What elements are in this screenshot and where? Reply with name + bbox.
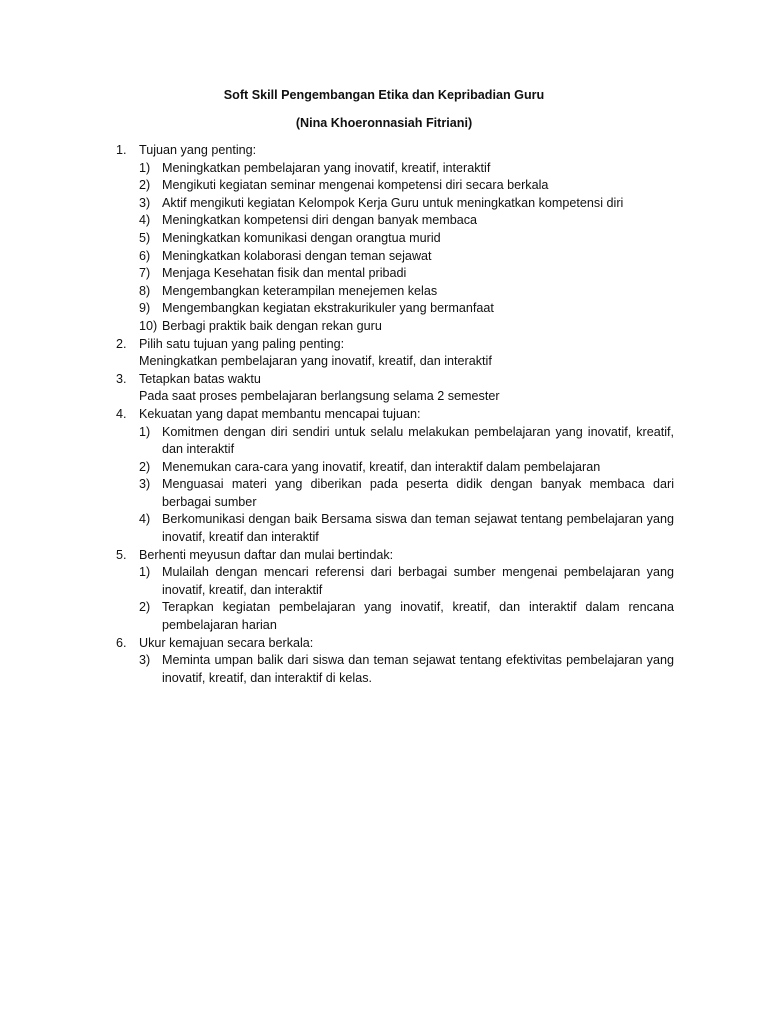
list-item (139, 459, 674, 477)
list-item (139, 177, 674, 195)
list-item (139, 652, 674, 687)
list-item-text: Mengikuti kegiatan seminar mengenai kompetensi diri secara berkala (162, 178, 549, 193)
section-number: 1. (116, 143, 127, 157)
list-item (139, 476, 674, 511)
list-item-number: 6) (139, 248, 151, 263)
list-item-number: 3) (139, 477, 151, 492)
list-item-number: 8) (139, 283, 151, 298)
list-item-number: 7) (139, 266, 151, 281)
list-item-text: Terapkan kegiatan pembelajaran yang inovatif, kreatif, dan interaktif dalam rencana pembelajaran harian (162, 600, 674, 633)
list-item (139, 230, 674, 248)
list-item (139, 248, 674, 266)
list-item-text: Aktif mengikuti kegiatan Kelompok Kerja Guru untuk meningkatkan kompetensi diri (162, 195, 624, 210)
list-item-number: 4) (139, 213, 151, 228)
list-item-text: Berkomunikasi dengan baik Bersama siswa dan teman sejawat tentang pembelajaran yang inovatif, kreatif dan interaktif (162, 512, 674, 545)
list-item-number: 2) (139, 178, 151, 193)
list-item-text: Menemukan cara-cara yang inovatif, kreatif, dan interaktif dalam pembelajaran (162, 459, 601, 474)
section-note: Meningkatkan pembelajaran yang inovatif, kreatif, dan interaktif (139, 354, 492, 369)
list-item (139, 160, 674, 178)
list-item-number: 4) (139, 512, 151, 527)
section-heading: Ukur kemajuan secara berkala: (139, 635, 314, 650)
list-item-number: 5) (139, 230, 151, 245)
list-item-text: Berbagi praktik baik dengan rekan guru (162, 318, 382, 333)
list-item-number: 2) (139, 459, 151, 474)
section-note: Pada saat proses pembelajaran berlangsung selama 2 semester (139, 389, 500, 404)
list-item-text: Meminta umpan balik dari siswa dan teman sejawat tentang efektivitas pembelajaran yang inovatif, kreatif, dan interaktif di kelas. (162, 653, 674, 685)
list-item-text: Mulailah dengan mencari referensi dari berbagai sumber mengenai pembelajaran yang inovatif, kreatif, dan interaktif (162, 565, 674, 597)
list-item (139, 300, 674, 318)
section-item (116, 336, 674, 371)
section-number: 5. (116, 547, 127, 562)
section-item (116, 142, 674, 336)
section-number: 6. (116, 635, 127, 650)
list-item-number: 3) (139, 653, 151, 668)
list-item (139, 195, 674, 213)
list-item-text: Meningkatkan pembelajaran yang inovatif, kreatif, interaktif (162, 160, 491, 175)
list-item-number: 10) (139, 318, 158, 333)
section-item (116, 406, 674, 547)
section-heading: Tetapkan batas waktu (139, 371, 261, 386)
list-item-text: Menjaga Kesehatan fisik dan mental pribadi (162, 266, 407, 281)
document-body (116, 142, 674, 687)
list-item-number: 9) (139, 301, 151, 316)
section-number: 3. (116, 371, 127, 386)
list-item-number: 2) (139, 600, 151, 615)
list-item-text: Menguasai materi yang diberikan pada peserta didik dengan banyak membaca dari berbagai sumber (162, 477, 674, 509)
section-heading: Berhenti meyusun daftar dan mulai bertindak: (139, 547, 394, 562)
document-title: Soft Skill Pengembangan Etika dan Kepribadian Guru (223, 88, 545, 102)
section-number: 2. (116, 336, 127, 351)
section-item (116, 547, 674, 635)
list-item-number: 1) (139, 565, 151, 580)
list-item-text: Komitmen dengan diri sendiri untuk selalu melakukan pembelajaran yang inovatif, kreatif, dan interaktif (162, 424, 674, 457)
section-item (116, 371, 674, 406)
list-item (139, 511, 674, 546)
list-item (139, 212, 674, 230)
section-item (116, 635, 674, 688)
list-item-text: Mengembangkan keterampilan menejemen kelas (162, 283, 438, 298)
list-item (139, 318, 674, 336)
list-item-text: Meningkatkan komunikasi dengan orangtua murid (162, 230, 441, 245)
list-item-text: Mengembangkan kegiatan ekstrakurikuler yang bermanfaat (162, 301, 494, 316)
list-item (139, 265, 674, 283)
list-item-text: Meningkatkan kolaborasi dengan teman sejawat (162, 248, 432, 263)
section-number: 4. (116, 406, 127, 421)
list-item (139, 564, 674, 599)
section-heading: Kekuatan yang dapat membantu mencapai tujuan: (139, 406, 421, 421)
section-heading: Tujuan yang penting: (139, 143, 257, 157)
list-item-text: Meningkatkan kompetensi diri dengan banyak membaca (162, 213, 478, 228)
list-item (139, 599, 674, 634)
list-item-number: 1) (139, 160, 151, 175)
list-item (139, 424, 674, 459)
list-item (139, 283, 674, 301)
list-item-number: 3) (139, 195, 151, 210)
section-heading: Pilih satu tujuan yang paling penting: (139, 336, 345, 351)
list-item-number: 1) (139, 424, 151, 439)
document-author: (Nina Khoeronnasiah Fitriani) (295, 116, 473, 130)
